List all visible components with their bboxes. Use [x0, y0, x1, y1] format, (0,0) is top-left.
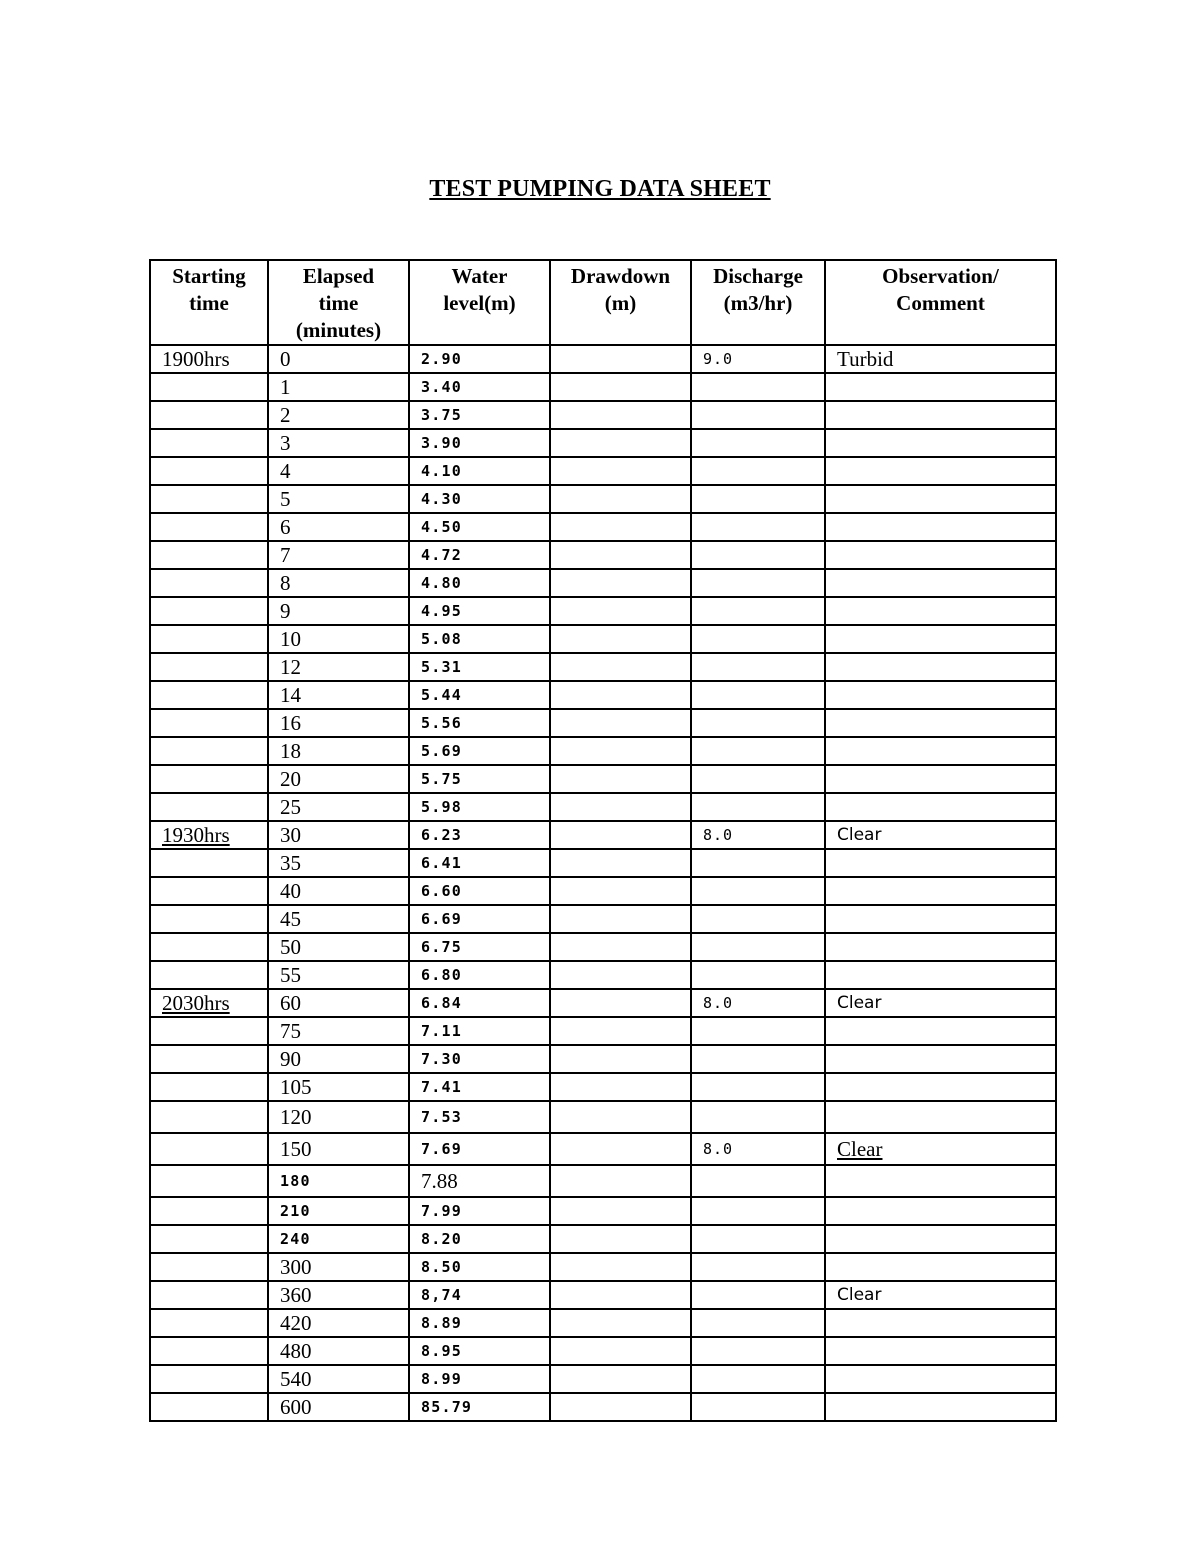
table-row: [150, 793, 1056, 821]
elapsed-time-cell: 540: [268, 1365, 409, 1393]
discharge-cell: [691, 401, 825, 429]
water-level-cell: 6.60: [409, 877, 550, 905]
comment-cell: [825, 653, 1056, 681]
elapsed-time-cell: 600: [268, 1393, 409, 1421]
drawdown-cell: [550, 569, 691, 597]
drawdown-cell: [550, 485, 691, 513]
comment-cell: [825, 737, 1056, 765]
starting-time-cell: [150, 681, 268, 709]
comment-cell: [825, 625, 1056, 653]
elapsed-time-cell: 60: [268, 989, 409, 1017]
water-level-cell: 4.95: [409, 597, 550, 625]
discharge-cell: [691, 849, 825, 877]
starting-time-cell: 1930hrs: [150, 821, 268, 849]
header-starting-time: Starting time: [150, 260, 268, 345]
starting-time-cell: [150, 1045, 268, 1073]
table-row: [150, 1045, 1056, 1073]
elapsed-time-cell: 35: [268, 849, 409, 877]
elapsed-time-cell: 420: [268, 1309, 409, 1337]
starting-time-cell: [150, 1253, 268, 1281]
starting-time-cell: [150, 401, 268, 429]
starting-time-cell: [150, 709, 268, 737]
table-row: [150, 1393, 1056, 1421]
comment-cell: Turbid: [825, 345, 1056, 373]
elapsed-time-cell: 2: [268, 401, 409, 429]
discharge-cell: [691, 597, 825, 625]
comment-cell: [825, 905, 1056, 933]
starting-time-cell: [150, 961, 268, 989]
starting-time-cell: [150, 737, 268, 765]
water-level-cell: 4.50: [409, 513, 550, 541]
starting-time-cell: [150, 905, 268, 933]
data-table: [149, 259, 1057, 1422]
header-drawdown: Drawdown (m): [550, 260, 691, 345]
comment-cell: Clear: [825, 1133, 1056, 1165]
discharge-cell: [691, 765, 825, 793]
table-row: [150, 989, 1056, 1017]
water-level-cell: 5.56: [409, 709, 550, 737]
water-level-cell: 7.30: [409, 1045, 550, 1073]
table-row: [150, 373, 1056, 401]
water-level-cell: 8.99: [409, 1365, 550, 1393]
elapsed-time-cell: 55: [268, 961, 409, 989]
elapsed-time-cell: 7: [268, 541, 409, 569]
comment-cell: [825, 401, 1056, 429]
comment-cell: [825, 1365, 1056, 1393]
discharge-cell: [691, 1045, 825, 1073]
comment-cell: [825, 513, 1056, 541]
elapsed-time-cell: 360: [268, 1281, 409, 1309]
drawdown-cell: [550, 653, 691, 681]
water-level-cell: 8.20: [409, 1225, 550, 1253]
discharge-cell: 8.0: [691, 1133, 825, 1165]
discharge-cell: [691, 1281, 825, 1309]
elapsed-time-cell: 12: [268, 653, 409, 681]
starting-time-cell: [150, 373, 268, 401]
discharge-cell: [691, 569, 825, 597]
elapsed-time-cell: 8: [268, 569, 409, 597]
discharge-cell: 9.0: [691, 345, 825, 373]
table-row: [150, 933, 1056, 961]
discharge-cell: [691, 793, 825, 821]
table-row: [150, 1337, 1056, 1365]
elapsed-time-cell: 105: [268, 1073, 409, 1101]
water-level-cell: 6.80: [409, 961, 550, 989]
starting-time-cell: [150, 653, 268, 681]
drawdown-cell: [550, 1045, 691, 1073]
drawdown-cell: [550, 1165, 691, 1197]
water-level-cell: 8.89: [409, 1309, 550, 1337]
drawdown-cell: [550, 1309, 691, 1337]
elapsed-time-cell: 210: [268, 1197, 409, 1225]
drawdown-cell: [550, 401, 691, 429]
table-row: [150, 541, 1056, 569]
water-level-cell: 6.84: [409, 989, 550, 1017]
drawdown-cell: [550, 1253, 691, 1281]
elapsed-time-cell: 75: [268, 1017, 409, 1045]
table-row: [150, 1165, 1056, 1197]
discharge-cell: [691, 1337, 825, 1365]
discharge-cell: [691, 373, 825, 401]
starting-time-cell: [150, 1281, 268, 1309]
drawdown-cell: [550, 793, 691, 821]
discharge-cell: [691, 457, 825, 485]
table-row: [150, 1253, 1056, 1281]
table-row: [150, 625, 1056, 653]
discharge-cell: [691, 1101, 825, 1133]
elapsed-time-cell: 18: [268, 737, 409, 765]
table-row: [150, 1309, 1056, 1337]
discharge-cell: [691, 1165, 825, 1197]
drawdown-cell: [550, 541, 691, 569]
table-row: [150, 1365, 1056, 1393]
elapsed-time-cell: 40: [268, 877, 409, 905]
discharge-cell: [691, 1225, 825, 1253]
elapsed-time-cell: 30: [268, 821, 409, 849]
comment-cell: Clear: [825, 989, 1056, 1017]
drawdown-cell: [550, 1133, 691, 1165]
comment-cell: [825, 1165, 1056, 1197]
table-row: [150, 849, 1056, 877]
water-level-cell: 5.75: [409, 765, 550, 793]
drawdown-cell: [550, 345, 691, 373]
drawdown-cell: [550, 1393, 691, 1421]
starting-time-cell: [150, 1101, 268, 1133]
starting-time-cell: [150, 1337, 268, 1365]
water-level-cell: 2.90: [409, 345, 550, 373]
table-row: [150, 877, 1056, 905]
water-level-cell: 5.31: [409, 653, 550, 681]
starting-time-cell: [150, 569, 268, 597]
water-level-cell: 6.75: [409, 933, 550, 961]
table-row: [150, 961, 1056, 989]
discharge-cell: [691, 485, 825, 513]
drawdown-cell: [550, 513, 691, 541]
table-row: [150, 821, 1056, 849]
water-level-cell: 3.40: [409, 373, 550, 401]
table-row: [150, 1197, 1056, 1225]
elapsed-time-cell: 4: [268, 457, 409, 485]
comment-cell: [825, 1337, 1056, 1365]
water-level-cell: 7.69: [409, 1133, 550, 1165]
starting-time-cell: [150, 933, 268, 961]
comment-cell: [825, 429, 1056, 457]
elapsed-time-cell: 6: [268, 513, 409, 541]
elapsed-time-cell: 3: [268, 429, 409, 457]
starting-time-cell: [150, 1393, 268, 1421]
starting-time-cell: [150, 513, 268, 541]
elapsed-time-cell: 20: [268, 765, 409, 793]
elapsed-time-cell: 240: [268, 1225, 409, 1253]
table-row: [150, 1073, 1056, 1101]
comment-cell: [825, 961, 1056, 989]
comment-cell: [825, 457, 1056, 485]
starting-time-cell: [150, 485, 268, 513]
water-level-cell: 3.75: [409, 401, 550, 429]
discharge-cell: 8.0: [691, 821, 825, 849]
water-level-cell: 85.79: [409, 1393, 550, 1421]
drawdown-cell: [550, 961, 691, 989]
drawdown-cell: [550, 429, 691, 457]
starting-time-cell: [150, 429, 268, 457]
drawdown-cell: [550, 737, 691, 765]
table-row: [150, 737, 1056, 765]
comment-cell: [825, 849, 1056, 877]
water-level-cell: 7.88: [409, 1165, 550, 1197]
drawdown-cell: [550, 1101, 691, 1133]
water-level-cell: 7.53: [409, 1101, 550, 1133]
discharge-cell: [691, 709, 825, 737]
discharge-cell: [691, 625, 825, 653]
water-level-cell: 6.23: [409, 821, 550, 849]
water-level-cell: 5.44: [409, 681, 550, 709]
discharge-cell: [691, 1393, 825, 1421]
drawdown-cell: [550, 1281, 691, 1309]
drawdown-cell: [550, 989, 691, 1017]
table-row: [150, 345, 1056, 373]
drawdown-cell: [550, 1073, 691, 1101]
comment-cell: [825, 1045, 1056, 1073]
starting-time-cell: [150, 793, 268, 821]
table-row: [150, 1281, 1056, 1309]
discharge-cell: 8.0: [691, 989, 825, 1017]
elapsed-time-cell: 180: [268, 1165, 409, 1197]
water-level-cell: 8,74: [409, 1281, 550, 1309]
discharge-cell: [691, 1197, 825, 1225]
elapsed-time-cell: 45: [268, 905, 409, 933]
drawdown-cell: [550, 709, 691, 737]
elapsed-time-cell: 9: [268, 597, 409, 625]
starting-time-cell: [150, 1225, 268, 1253]
table-row: [150, 597, 1056, 625]
comment-cell: [825, 933, 1056, 961]
comment-cell: [825, 1225, 1056, 1253]
elapsed-time-cell: 480: [268, 1337, 409, 1365]
drawdown-cell: [550, 765, 691, 793]
water-level-cell: 4.10: [409, 457, 550, 485]
drawdown-cell: [550, 821, 691, 849]
starting-time-cell: [150, 597, 268, 625]
discharge-cell: [691, 961, 825, 989]
drawdown-cell: [550, 597, 691, 625]
water-level-cell: 5.69: [409, 737, 550, 765]
starting-time-cell: [150, 541, 268, 569]
water-level-cell: 3.90: [409, 429, 550, 457]
table-row: [150, 1017, 1056, 1045]
water-level-cell: 7.11: [409, 1017, 550, 1045]
drawdown-cell: [550, 1337, 691, 1365]
drawdown-cell: [550, 625, 691, 653]
water-level-cell: 8.50: [409, 1253, 550, 1281]
starting-time-cell: 1900hrs: [150, 345, 268, 373]
elapsed-time-cell: 150: [268, 1133, 409, 1165]
elapsed-time-cell: 25: [268, 793, 409, 821]
discharge-cell: [691, 653, 825, 681]
elapsed-time-cell: 300: [268, 1253, 409, 1281]
elapsed-time-cell: 0: [268, 345, 409, 373]
water-level-cell: 6.41: [409, 849, 550, 877]
comment-cell: [825, 569, 1056, 597]
drawdown-cell: [550, 849, 691, 877]
drawdown-cell: [550, 1197, 691, 1225]
drawdown-cell: [550, 1225, 691, 1253]
discharge-cell: [691, 429, 825, 457]
starting-time-cell: [150, 1197, 268, 1225]
starting-time-cell: [150, 1309, 268, 1337]
water-level-cell: 4.30: [409, 485, 550, 513]
header-water-level: Water level(m): [409, 260, 550, 345]
discharge-cell: [691, 1309, 825, 1337]
comment-cell: [825, 1073, 1056, 1101]
table-row: [150, 569, 1056, 597]
drawdown-cell: [550, 681, 691, 709]
comment-cell: [825, 1253, 1056, 1281]
drawdown-cell: [550, 877, 691, 905]
starting-time-cell: [150, 457, 268, 485]
water-level-cell: 6.69: [409, 905, 550, 933]
starting-time-cell: [150, 765, 268, 793]
drawdown-cell: [550, 373, 691, 401]
starting-time-cell: [150, 1133, 268, 1165]
header-elapsed-time: Elapsed time (minutes): [268, 260, 409, 345]
header-discharge: Discharge (m3/hr): [691, 260, 825, 345]
table-row: [150, 681, 1056, 709]
table-row: [150, 513, 1056, 541]
comment-cell: [825, 485, 1056, 513]
discharge-cell: [691, 905, 825, 933]
comment-cell: [825, 1017, 1056, 1045]
table-row: [150, 653, 1056, 681]
table-row: [150, 401, 1056, 429]
elapsed-time-cell: 1: [268, 373, 409, 401]
starting-time-cell: [150, 625, 268, 653]
water-level-cell: 4.72: [409, 541, 550, 569]
discharge-cell: [691, 1253, 825, 1281]
comment-cell: [825, 597, 1056, 625]
header-row: [150, 260, 1056, 345]
drawdown-cell: [550, 1365, 691, 1393]
starting-time-cell: [150, 1017, 268, 1045]
table-row: [150, 709, 1056, 737]
table-row: [150, 1133, 1056, 1165]
discharge-cell: [691, 1017, 825, 1045]
elapsed-time-cell: 5: [268, 485, 409, 513]
discharge-cell: [691, 877, 825, 905]
elapsed-time-cell: 10: [268, 625, 409, 653]
header-observation: Observation/ Comment: [825, 260, 1056, 345]
drawdown-cell: [550, 457, 691, 485]
elapsed-time-cell: 16: [268, 709, 409, 737]
comment-cell: [825, 709, 1056, 737]
elapsed-time-cell: 14: [268, 681, 409, 709]
starting-time-cell: [150, 1365, 268, 1393]
comment-cell: [825, 765, 1056, 793]
water-level-cell: 5.98: [409, 793, 550, 821]
elapsed-time-cell: 90: [268, 1045, 409, 1073]
table-row: [150, 765, 1056, 793]
table-row: [150, 485, 1056, 513]
comment-cell: [825, 877, 1056, 905]
elapsed-time-cell: 120: [268, 1101, 409, 1133]
comment-cell: [825, 1197, 1056, 1225]
discharge-cell: [691, 541, 825, 569]
discharge-cell: [691, 1365, 825, 1393]
water-level-cell: 8.95: [409, 1337, 550, 1365]
discharge-cell: [691, 681, 825, 709]
elapsed-time-cell: 50: [268, 933, 409, 961]
starting-time-cell: [150, 1073, 268, 1101]
table-row: [150, 457, 1056, 485]
starting-time-cell: [150, 1165, 268, 1197]
page-title: TEST PUMPING DATA SHEET: [429, 176, 771, 202]
table-row: [150, 1225, 1056, 1253]
starting-time-cell: [150, 849, 268, 877]
water-level-cell: 5.08: [409, 625, 550, 653]
comment-cell: [825, 1309, 1056, 1337]
water-level-cell: 4.80: [409, 569, 550, 597]
drawdown-cell: [550, 933, 691, 961]
comment-cell: [825, 373, 1056, 401]
table-row: [150, 1101, 1056, 1133]
starting-time-cell: 2030hrs: [150, 989, 268, 1017]
comment-cell: Clear: [825, 821, 1056, 849]
comment-cell: Clear: [825, 1281, 1056, 1309]
comment-cell: [825, 793, 1056, 821]
starting-time-cell: [150, 877, 268, 905]
discharge-cell: [691, 933, 825, 961]
comment-cell: [825, 541, 1056, 569]
water-level-cell: 7.41: [409, 1073, 550, 1101]
comment-cell: [825, 1393, 1056, 1421]
discharge-cell: [691, 737, 825, 765]
table-row: [150, 429, 1056, 457]
discharge-cell: [691, 1073, 825, 1101]
discharge-cell: [691, 513, 825, 541]
water-level-cell: 7.99: [409, 1197, 550, 1225]
drawdown-cell: [550, 905, 691, 933]
table-row: [150, 905, 1056, 933]
drawdown-cell: [550, 1017, 691, 1045]
comment-cell: [825, 681, 1056, 709]
comment-cell: [825, 1101, 1056, 1133]
